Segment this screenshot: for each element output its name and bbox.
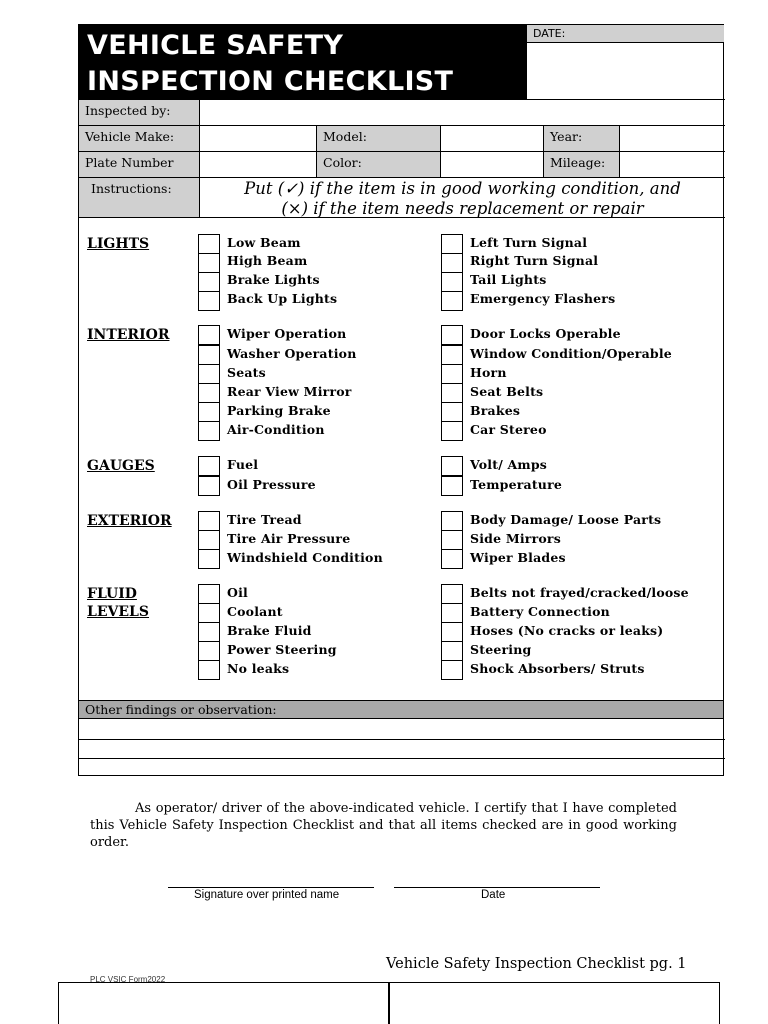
checkbox-high-beam[interactable] bbox=[198, 253, 220, 273]
checkbox-windshield-condition[interactable] bbox=[198, 549, 220, 569]
checkbox-oil[interactable] bbox=[198, 584, 220, 604]
item-hoses: Hoses (No cracks or leaks) bbox=[470, 623, 664, 638]
inspected-by-field[interactable] bbox=[199, 99, 725, 125]
item-tire-tread: Tire Tread bbox=[227, 512, 302, 527]
item-coolant: Coolant bbox=[227, 604, 283, 619]
item-horn: Horn bbox=[470, 365, 507, 380]
item-tire-air-pressure: Tire Air Pressure bbox=[227, 531, 351, 546]
checkbox-fuel[interactable] bbox=[198, 456, 220, 476]
item-battery-connection: Battery Connection bbox=[470, 604, 610, 619]
signature-date-label: Date bbox=[481, 889, 506, 901]
certification-text: As operator/ driver of the above-indicated vehicle. I certify that I have completed this Vehicle Safety Inspection Checklist and that all items checked are in good working order. bbox=[90, 801, 677, 850]
item-oil-pressure: Oil Pressure bbox=[227, 477, 316, 492]
item-oil: Oil bbox=[227, 585, 248, 600]
section-exterior-label: EXTERIOR bbox=[87, 513, 172, 529]
section-fluid-label-1: FLUID bbox=[87, 586, 137, 602]
checkbox-horn[interactable] bbox=[441, 364, 463, 384]
plate-number-label: Plate Number bbox=[79, 151, 199, 177]
checkbox-temperature[interactable] bbox=[441, 476, 463, 496]
item-door-locks-operable: Door Locks Operable bbox=[470, 326, 621, 341]
checklist-form bbox=[78, 24, 724, 776]
checkbox-air-condition[interactable] bbox=[198, 421, 220, 441]
item-rear-view-mirror: Rear View Mirror bbox=[227, 384, 352, 399]
item-tail-lights: Tail Lights bbox=[470, 272, 547, 287]
section-fluid-label-2: LEVELS bbox=[87, 604, 150, 620]
year-field[interactable] bbox=[619, 125, 725, 151]
item-steering: Steering bbox=[470, 642, 532, 657]
checkbox-brake-fluid[interactable] bbox=[198, 622, 220, 642]
section-interior-label: INTERIOR bbox=[87, 327, 170, 343]
checkbox-car-stereo[interactable] bbox=[441, 421, 463, 441]
section-lights-label: LIGHTS bbox=[87, 236, 150, 252]
checkbox-coolant[interactable] bbox=[198, 603, 220, 623]
item-car-stereo: Car Stereo bbox=[470, 422, 547, 437]
color-field[interactable] bbox=[440, 151, 543, 177]
item-brake-fluid: Brake Fluid bbox=[227, 623, 312, 638]
checkbox-seat-belts[interactable] bbox=[441, 383, 463, 403]
findings-line[interactable] bbox=[79, 739, 725, 740]
item-brakes: Brakes bbox=[470, 403, 521, 418]
checkbox-back-up-lights[interactable] bbox=[198, 291, 220, 311]
item-power-steering: Power Steering bbox=[227, 642, 337, 657]
item-parking-brake: Parking Brake bbox=[227, 403, 331, 418]
item-wiper-operation: Wiper Operation bbox=[227, 326, 347, 341]
signature-line[interactable] bbox=[168, 887, 374, 888]
item-side-mirrors: Side Mirrors bbox=[470, 531, 561, 546]
item-air-condition: Air-Condition bbox=[227, 422, 325, 437]
title-line-1: VEHICLE SAFETY bbox=[87, 30, 344, 61]
form-title bbox=[79, 25, 526, 99]
item-window-condition: Window Condition/Operable bbox=[470, 346, 672, 361]
checkbox-body-damage[interactable] bbox=[441, 511, 463, 531]
date-line[interactable] bbox=[394, 887, 600, 888]
other-findings-label: Other findings or observation: bbox=[79, 700, 723, 719]
item-fuel: Fuel bbox=[227, 457, 259, 472]
checkbox-side-mirrors[interactable] bbox=[441, 530, 463, 550]
checkbox-oil-pressure[interactable] bbox=[198, 476, 220, 496]
model-field[interactable] bbox=[440, 125, 543, 151]
signature-label: Signature over printed name bbox=[194, 889, 340, 901]
findings-line[interactable] bbox=[79, 758, 725, 759]
checkbox-belts[interactable] bbox=[441, 584, 463, 604]
date-field[interactable] bbox=[526, 43, 724, 99]
checkbox-parking-brake[interactable] bbox=[198, 402, 220, 422]
checkbox-brakes[interactable] bbox=[441, 402, 463, 422]
checkbox-window-condition[interactable] bbox=[441, 345, 463, 365]
instructions-text bbox=[199, 177, 725, 217]
checkbox-battery-connection[interactable] bbox=[441, 603, 463, 623]
vehicle-make-label: Vehicle Make: bbox=[79, 125, 199, 151]
inspected-by-label: Inspected by: bbox=[79, 99, 199, 125]
item-back-up-lights: Back Up Lights bbox=[227, 291, 338, 306]
checkbox-wiper-blades[interactable] bbox=[441, 549, 463, 569]
item-right-turn-signal: Right Turn Signal bbox=[470, 253, 599, 268]
checkbox-tail-lights[interactable] bbox=[441, 272, 463, 292]
checkbox-washer-operation[interactable] bbox=[198, 345, 220, 365]
item-wiper-blades: Wiper Blades bbox=[470, 550, 566, 565]
mileage-field[interactable] bbox=[619, 151, 725, 177]
checkbox-tire-tread[interactable] bbox=[198, 511, 220, 531]
item-temperature: Temperature bbox=[470, 477, 563, 492]
checkbox-wiper-operation[interactable] bbox=[198, 325, 220, 345]
next-page-box-left bbox=[58, 982, 389, 1024]
item-windshield-condition: Windshield Condition bbox=[227, 550, 383, 565]
checkbox-hoses[interactable] bbox=[441, 622, 463, 642]
item-emergency-flashers: Emergency Flashers bbox=[470, 291, 616, 306]
item-volt-amps: Volt/ Amps bbox=[470, 457, 548, 472]
instructions-line-2: (×) if the item needs replacement or repair bbox=[281, 199, 644, 218]
model-label: Model: bbox=[316, 125, 440, 151]
checkbox-left-turn-signal[interactable] bbox=[441, 234, 463, 254]
item-brake-lights: Brake Lights bbox=[227, 272, 320, 287]
item-washer-operation: Washer Operation bbox=[227, 346, 357, 361]
checkbox-seats[interactable] bbox=[198, 364, 220, 384]
item-low-beam: Low Beam bbox=[227, 235, 301, 250]
date-label: DATE: bbox=[526, 25, 724, 43]
item-no-leaks: No leaks bbox=[227, 661, 290, 676]
divider bbox=[79, 217, 725, 218]
checkbox-shock-absorbers[interactable] bbox=[441, 660, 463, 680]
checkbox-emergency-flashers[interactable] bbox=[441, 291, 463, 311]
item-seats: Seats bbox=[227, 365, 266, 380]
checkbox-power-steering[interactable] bbox=[198, 641, 220, 661]
checkbox-steering[interactable] bbox=[441, 641, 463, 661]
checkbox-rear-view-mirror[interactable] bbox=[198, 383, 220, 403]
item-shock-absorbers: Shock Absorbers/ Struts bbox=[470, 661, 645, 676]
color-label: Color: bbox=[316, 151, 440, 177]
instructions-label: Instructions: bbox=[79, 177, 199, 217]
plate-number-field[interactable] bbox=[199, 151, 316, 177]
form-code: PLC VSIC Form2022 bbox=[90, 975, 166, 984]
item-left-turn-signal: Left Turn Signal bbox=[470, 235, 588, 250]
item-high-beam: High Beam bbox=[227, 253, 308, 268]
footer-title: Vehicle Safety Inspection Checklist pg. 1 bbox=[386, 956, 687, 972]
item-body-damage: Body Damage/ Loose Parts bbox=[470, 512, 662, 527]
item-seat-belts: Seat Belts bbox=[470, 384, 544, 399]
vehicle-make-field[interactable] bbox=[199, 125, 316, 151]
checkbox-volt-amps[interactable] bbox=[441, 456, 463, 476]
instructions-line-1: Put (✓) if the item is in good working condition, and bbox=[244, 179, 681, 198]
mileage-label: Mileage: bbox=[543, 151, 619, 177]
checkbox-low-beam[interactable] bbox=[198, 234, 220, 254]
title-line-2: INSPECTION CHECKLIST bbox=[87, 66, 454, 97]
checkbox-right-turn-signal[interactable] bbox=[441, 253, 463, 273]
next-page-box-right bbox=[389, 982, 720, 1024]
checkbox-tire-air-pressure[interactable] bbox=[198, 530, 220, 550]
checkbox-door-locks-operable[interactable] bbox=[441, 325, 463, 345]
item-belts: Belts not frayed/cracked/loose bbox=[470, 585, 689, 600]
checkbox-no-leaks[interactable] bbox=[198, 660, 220, 680]
section-gauges-label: GAUGES bbox=[87, 458, 155, 474]
year-label: Year: bbox=[543, 125, 619, 151]
checkbox-brake-lights[interactable] bbox=[198, 272, 220, 292]
